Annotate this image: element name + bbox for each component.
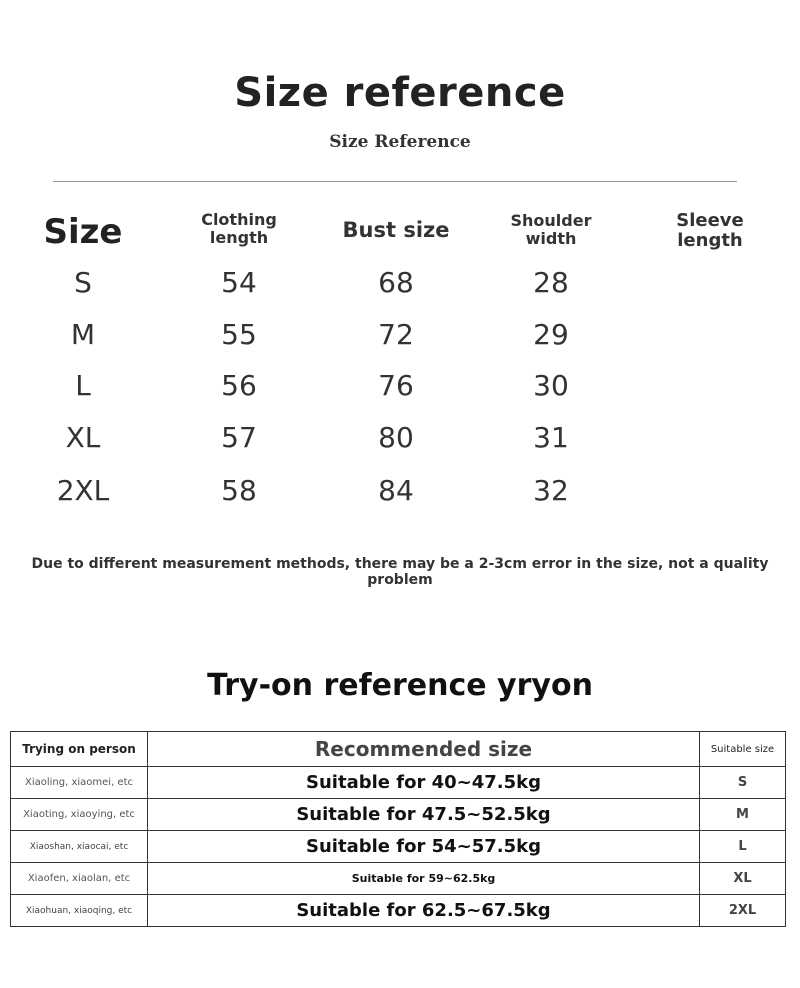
bust-cell: 80: [378, 421, 414, 454]
bust-cell: 68: [378, 266, 414, 299]
suitable-size-cell: 2XL: [700, 895, 786, 927]
tryon-header-row: [11, 732, 786, 767]
suitable-size-cell: S: [700, 767, 786, 799]
clothing-length-cell: 55: [221, 318, 257, 351]
measurement-note: Due to different measurement methods, there may be a 2-3cm error in the size, not a quality problem: [31, 556, 769, 588]
size-cell: S: [74, 266, 92, 299]
recommended-cell: Suitable for 54~57.5kg: [148, 831, 700, 863]
column-header-size: Size: [43, 212, 123, 252]
table-row: [11, 863, 786, 895]
person-cell: Xiaoshan, xiaocai, etc: [11, 831, 148, 863]
column-header-sleeve-length: Sleeve length: [676, 210, 744, 251]
person-cell: Xiaofen, xiaolan, etc: [11, 863, 148, 895]
clothing-length-cell: 57: [221, 421, 257, 454]
table-row: [11, 831, 786, 863]
bust-cell: 84: [378, 474, 414, 507]
shoulder-cell: 29: [533, 318, 569, 351]
header-recommended-size: Recommended size: [148, 732, 700, 767]
page-title: Size reference: [234, 70, 566, 116]
clothing-length-cell: 56: [221, 369, 257, 402]
table-row: [11, 895, 786, 927]
tryon-table: [10, 731, 786, 927]
shoulder-cell: 32: [533, 474, 569, 507]
suitable-size-cell: L: [700, 831, 786, 863]
table-row: [11, 799, 786, 831]
recommended-cell: Suitable for 47.5~52.5kg: [148, 799, 700, 831]
shoulder-cell: 31: [533, 421, 569, 454]
header-suitable-size: Suitable size: [700, 732, 786, 767]
column-header-clothing-length: Clothing length: [201, 210, 277, 247]
person-cell: Xiaoling, xiaomei, etc: [11, 767, 148, 799]
suitable-size-cell: XL: [700, 863, 786, 895]
column-header-bust-size: Bust size: [342, 218, 450, 242]
clothing-length-cell: 58: [221, 474, 257, 507]
person-cell: Xiaohuan, xiaoqing, etc: [11, 895, 148, 927]
shoulder-cell: 28: [533, 266, 569, 299]
size-cell: L: [75, 369, 91, 402]
table-row: [11, 767, 786, 799]
bust-cell: 76: [378, 369, 414, 402]
clothing-length-cell: 54: [221, 266, 257, 299]
size-cell: M: [70, 318, 96, 351]
recommended-cell: Suitable for 62.5~67.5kg: [148, 895, 700, 927]
bust-cell: 72: [378, 318, 414, 351]
recommended-cell: Suitable for 59~62.5kg: [148, 863, 700, 895]
size-cell: 2XL: [56, 474, 110, 507]
header-trying-on-person: Trying on person: [11, 732, 148, 767]
suitable-size-cell: M: [700, 799, 786, 831]
shoulder-cell: 30: [533, 369, 569, 402]
person-cell: Xiaoting, xiaoying, etc: [11, 799, 148, 831]
recommended-cell: Suitable for 40~47.5kg: [148, 767, 700, 799]
page-subtitle: Size Reference: [329, 132, 471, 152]
divider: [53, 181, 737, 182]
size-cell: XL: [65, 421, 101, 454]
column-header-shoulder-width: Shoulder width: [510, 211, 592, 248]
tryon-title: Try-on reference yryon: [207, 668, 593, 703]
